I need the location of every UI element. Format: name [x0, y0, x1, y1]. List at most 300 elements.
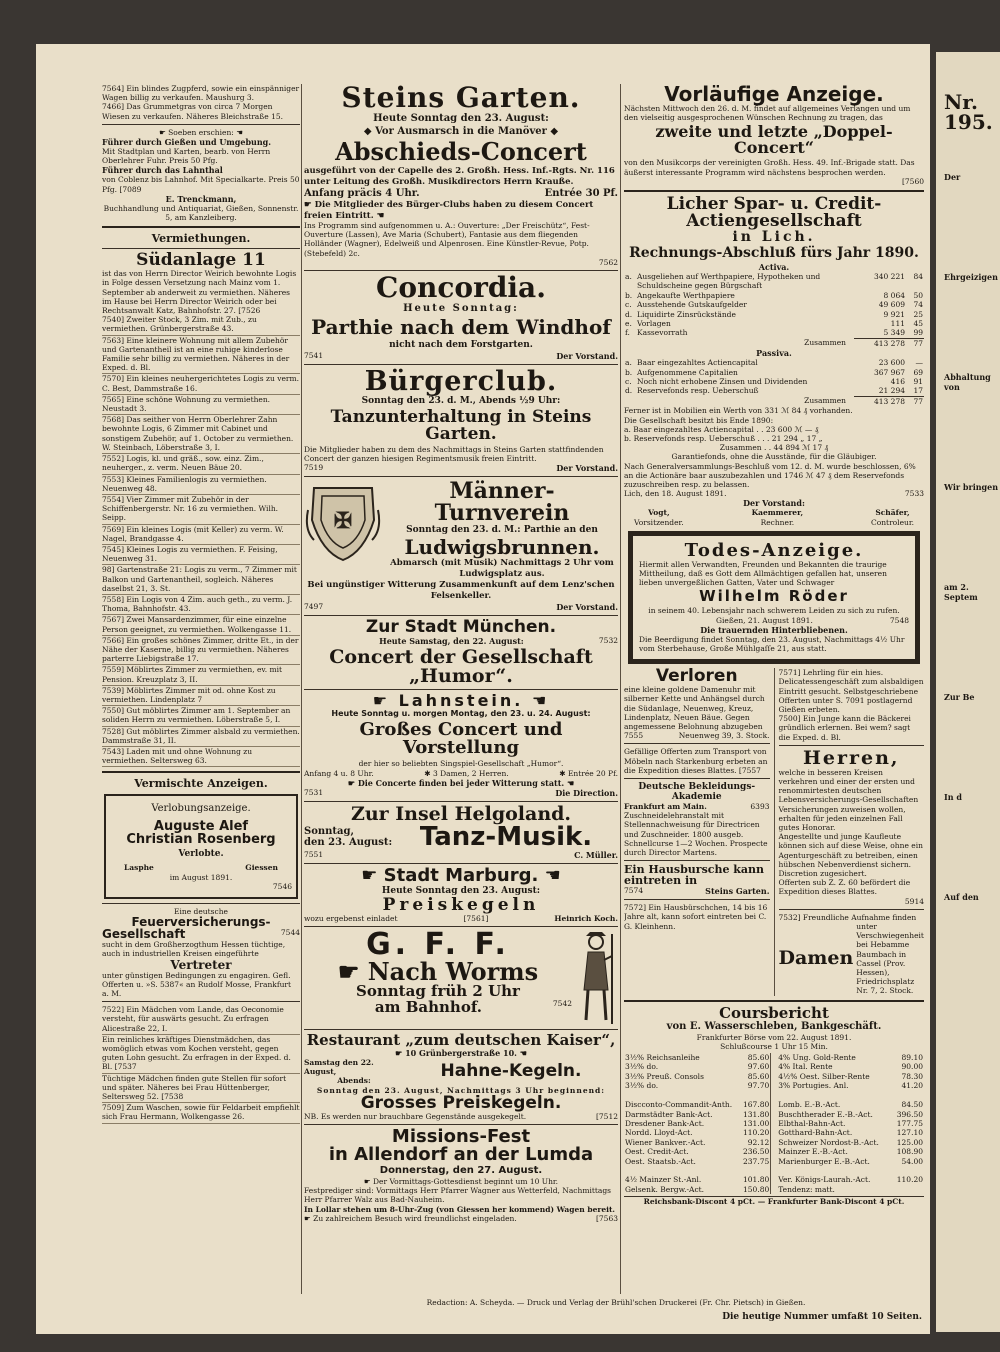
ad-address: ☛ 10 Grünbergerstraße 10. ☚ [395, 1048, 527, 1059]
stock-name: 3½% do. [625, 1062, 659, 1072]
stock-price: 90.00 [901, 1062, 923, 1072]
book-text: von Coblenz bis Lahnhof. Mit Specialkarte. Preis 50 Pfg. [7089 [102, 175, 300, 194]
engagement-name: Auguste Alef [153, 819, 249, 835]
ad-line: In Lollar stehen um 8-Uhr-Zug (von Giessen her kommend) Wagen bereit. [304, 1204, 616, 1214]
rent-ad: 7569] Ein kleines Logis (mit Keller) zu verm. W. Nagel, Brandgasse 4. [102, 525, 300, 545]
book-title: Führer durch das Lahnthal [102, 165, 223, 176]
bank-row [624, 310, 924, 319]
bank-cell-k: a. [625, 272, 632, 282]
bank-cell-pf: 50 [913, 290, 923, 300]
stock-name: 3½% Reichsanleihe [625, 1053, 700, 1063]
bank-cell-label: Liquidirte Zinsrückstände [637, 309, 736, 319]
bank-cell-pf: 74 [913, 300, 923, 310]
stock-name: Lomb. E.-B.-Act. [778, 1100, 841, 1110]
stock-name: Gelsenk. Bergw.-Act. [625, 1184, 705, 1194]
column-rule [620, 84, 621, 1294]
ad-text: eine kleine goldene Damenuhr mit silberner Kette und Anhängsel durch die Südanlage, Neuenweg, Kreuz, Lindenplatz, Neuen Bäue. Gegen angemessene Belohnung abzugeben [624, 685, 765, 731]
ad-line: nicht nach dem Forstgarten. [389, 340, 533, 351]
ad-number: 7555 [624, 731, 644, 741]
ad-headline: ☛ Nach Worms [337, 957, 539, 987]
bank-row [624, 272, 924, 291]
bank-row [624, 319, 924, 328]
stock-row [777, 1053, 924, 1062]
diamond-icon: ◆ [546, 126, 559, 137]
ad-text: in seinem 40. Lebensjahr nach schwerem Leiden zu sich zu rufen. [648, 606, 900, 616]
rent-ad: 98] Gartenstraße 21: Logis zu verm., 7 Zimmer mit Balkon und Gartenantheil, sogleich. Näheres daselbst 21, 3. St. [102, 565, 300, 595]
stock-name: Oest. Credit-Act. [625, 1147, 689, 1157]
activa-total: Zusammen 413 278 77 [804, 338, 923, 348]
bank-text: a. Baar eingezahltes Actiencapital . . 23 600 ℳ — ₰ [624, 424, 819, 434]
ad-text: ausgeführt von der Capelle des 2. Großh. Hess. Inf.-Rgts. Nr. 116 unter Leitung des Großh. Musikdirectors Herrn Krauße. [304, 166, 615, 187]
classified-ad: Gefällige Offerten zum Transport von Möbeln nach Starkenburg erbeten an die Expedition dieses Blattes. [7557 [624, 747, 768, 775]
classified-ad: 7572] Ein Hausbürschchen, 14 bis 16 Jahre alt, kann sofort eintreten bei C. G. Kleinhenn. [624, 903, 768, 931]
insurance-lead: Eine deutsche [174, 907, 228, 916]
ad-title: Vorläufige Anzeige. [664, 84, 884, 106]
stock-price: 108.90 [896, 1147, 923, 1157]
adjacent-page-text: Abhaltung von [944, 372, 991, 392]
ad-place: Frankfurt am Main. [624, 801, 707, 811]
bank-row [624, 358, 924, 367]
stock-name [777, 1166, 892, 1175]
ad-number: [7561] [463, 913, 489, 923]
ad-line: Heute Samstag, den 22. August: [379, 636, 524, 647]
bank-row [624, 377, 924, 386]
stock-price: 89.10 [901, 1053, 923, 1063]
report-subtitle: von E. Wasserschleben, Bankgeschäft. [666, 1020, 882, 1032]
stock-row [624, 1138, 771, 1147]
book-ad-lead: ☛ Soeben erschien: ☚ [159, 127, 243, 137]
ad-title: ☛ Stadt Marburg. ☚ [361, 864, 561, 886]
ad-title: Verloren [655, 666, 738, 687]
ad-headline: Abschieds-Concert [335, 137, 587, 166]
small-ads-split [624, 668, 924, 996]
bank-cell-pf: 99 [913, 328, 923, 338]
hand-pointer-icon: ☚ [564, 777, 575, 788]
stock-row [777, 1100, 924, 1109]
ad-title: Deutsche Bekleidungs-Akademie [638, 781, 756, 802]
ad-entree: Entrée 30 Pf. [544, 188, 618, 199]
insurance-text: unter günstigen Bedingungen zu engagiren. Gefl. Offerten u. »S. 5387« an Rudolf Mosse, Frankfurt a. M. [102, 970, 292, 999]
gff-ad [304, 927, 618, 1026]
stock-row [624, 1119, 771, 1128]
column-middle [304, 84, 618, 1324]
small-ads-left [624, 668, 770, 996]
hand-pointer-icon: ☛ [347, 777, 358, 788]
book-title: Führer durch Gießen und Umgebung. [102, 137, 272, 148]
stock-name: 4% Ital. Rente [778, 1062, 833, 1072]
stock-price: 131.80 [743, 1109, 770, 1119]
job-ad: 7522] Ein Mädchen vom Lande, das Oeconomie versteht, für auswärts gesucht. Zu erfragen Alicestraße 22, I. [102, 1005, 300, 1035]
bank-row [624, 300, 924, 309]
stock-report [624, 1003, 924, 1207]
ad-line: Samstag den 22. August, [304, 1058, 374, 1077]
bank-cell-k: f. [625, 328, 630, 338]
board-member: Kaemmerer, [751, 508, 804, 518]
ad-line: Bei ungünstiger Witterung Zusammenkunft auf dem Lenz'schen Felsenkeller. [307, 580, 615, 602]
bank-cell-k: b. [625, 290, 633, 300]
ad-title: Licher Spar- u. Credit-Actiengesellschaft [666, 194, 882, 232]
stock-name: Dresdener Bank-Act. [625, 1118, 705, 1128]
stock-price: 78.30 [901, 1071, 923, 1081]
buergerclub-ad [304, 368, 618, 473]
stock-price: 167.80 [743, 1100, 770, 1110]
hand-pointer-icon: ☚ [516, 1048, 527, 1059]
pilgrim-figure-icon [572, 930, 618, 1026]
ad-start-time: Anfang 4 u. 8 Uhr. [304, 768, 374, 778]
ad-signature: Die Direction. [555, 787, 618, 798]
ad-text: von den Musikcorps der vereinigten Großh. Hess. 49. Inf.-Brigade statt. Das äußerst interessante Programm wird nächstens besprochen werden. [624, 158, 915, 177]
ad-text: Die Beerdigung findet Sonntag, den 23. August, Nachmittags 4½ Uhr vom Sterbehause, Große Mühlgaſſe 21, aus statt. [639, 634, 905, 653]
bank-cell-pf: 45 [913, 319, 923, 329]
bank-cell-k: d. [625, 309, 633, 319]
ad-line: Abmarsch (mit Musik) Nachmittags 2 Uhr vom Ludwigsplatz aus. [390, 558, 614, 580]
ad-headline: Tanzunterhaltung in Steins Garten. [330, 407, 592, 445]
bank-cell-m: 5 349 [883, 328, 905, 338]
bank-cell-pf: 69 [913, 367, 923, 377]
stock-name: Mainzer E.-B.-Act. [778, 1147, 848, 1157]
newspaper-page [36, 44, 930, 1334]
book-seller: E. Trenckmann, [165, 193, 237, 204]
ad-line: am Bahnhof. [374, 998, 482, 1017]
rent-ad: 7540] Zweiter Stock, 3 Zim. mit Zub., zu vermiethen. Grünbergerstraße 43. [102, 315, 300, 335]
stock-name: 4½% Oest. Silber-Rente [778, 1071, 870, 1081]
ad-title: Zur Stadt München. [365, 617, 557, 638]
stock-row [777, 1062, 924, 1071]
kaiser-ad [304, 1033, 618, 1121]
rent-ad: 7568] Das seither von Herrn Oberlehrer Zahn bewohnte Logis, 6 Zimmer mit Cabinet und sonstigem Zubehör, auf 1. October zu vermiethen. W. Steinbach, Löberstraße 3, I. [102, 415, 300, 454]
rent-ad: 7552] Logis, kl. und gräß., sow. einz. Zim., neuherger., z. verm. Neuen Bäue 20. [102, 454, 300, 474]
ad-number: 7544 [280, 928, 300, 938]
engagement-name: Christian Rosenberg [126, 832, 276, 848]
death-notice [628, 531, 920, 664]
bank-text: Garantiefonds, ohne die Ausstände, für die Gläubiger. [671, 452, 877, 462]
stock-row [624, 1147, 771, 1156]
passiva-total: Zusammen 413 278 77 [804, 396, 923, 406]
stock-name: Darmstädter Bank-Act. [625, 1109, 713, 1119]
stock-name: 3½% do. [625, 1081, 659, 1091]
passiva-table [624, 358, 924, 396]
ad-headline: Ludwigsbrunnen. [404, 535, 600, 560]
book-ad [102, 128, 300, 222]
bank-cell-label: Ausstehende Gutskaufgelder [637, 300, 747, 310]
stock-name: Elbthal-Bahn-Act. [778, 1118, 846, 1128]
ad-line: Heute Sonntag den 23. August: [373, 113, 549, 124]
book-seller-address: Buchhandlung und Antiquariat, Gießen, Sonnenstr. 5, am Kanzleiberg. [103, 203, 299, 223]
rent-ad: 7545] Kleines Logis zu vermiethen. F. Feising, Neuenweg 31. [102, 545, 300, 565]
ad-title: Zur Insel Helgoland. [350, 802, 572, 825]
ad-number: 7531 [304, 787, 324, 797]
bank-cell-label: Noch nicht erhobene Zinsen und Dividenden [637, 377, 808, 387]
stock-name: Oest. Staatsb.-Act. [625, 1156, 696, 1166]
ad-number: 7533 [904, 489, 924, 499]
ad-number: 7541 [304, 351, 324, 361]
ad-number: 7519 [304, 463, 324, 473]
bank-cell-k: a. [625, 358, 632, 368]
stock-row [624, 1128, 771, 1137]
stock-price: 127.10 [896, 1128, 923, 1138]
hand-pointer-icon: ☛ [363, 1177, 374, 1187]
bank-cell-label: Ausgeliehen auf Werthpapiere, Hypotheken und Schuldscheine gegen Bürgschaft [637, 272, 821, 291]
bank-cell-label: Vorlagen [637, 319, 671, 329]
rent-ad: 7554] Vier Zimmer mit Zubehör in der Schiffenbergerstr. Nr. 16 zu vermiethen. Wilh. Seipp. [102, 495, 300, 525]
ad-line: Sonntag den 23. August, Nachmittags 3 Uhr beginnend: [316, 1085, 606, 1095]
job-ads-list [102, 1005, 300, 1123]
bank-cell-m: 9 921 [883, 309, 905, 319]
stock-price: 396.50 [896, 1109, 923, 1119]
rent-ad: 7539] Möblirtes Zimmer mit od. ohne Kost zu vermiethen. Lindenplatz 7 [102, 686, 300, 706]
stock-row [777, 1110, 924, 1119]
stock-price: 110.20 [743, 1128, 770, 1138]
gymnastics-emblem-icon [304, 480, 382, 562]
bank-cell-k: d. [625, 386, 633, 396]
stock-price: 85.60 [747, 1071, 770, 1081]
stock-table-left [624, 1053, 771, 1194]
classified-ad: 7500] Ein Junge kann die Bäckerei gründlich erlernen. Bei wem? sagt die Exped. d. Bl. [778, 714, 911, 742]
ad-signature: Der Vorstand. [556, 351, 618, 362]
ad-text: unter Verschwiegenheit bei Hebamme Baumbach in Cassel (Prov. Hessen), Friedrichsplatz Nr. 7, 2. Stock. [856, 922, 924, 996]
engagement-status: Verlobte. [178, 849, 224, 860]
ad-number: 7546 [272, 881, 292, 891]
bank-text: b. Reservefonds resp. Ueberschuß . . . 21 294 „ 17 „ [624, 433, 823, 443]
small-ads-right [779, 668, 925, 996]
stock-row [624, 1091, 771, 1100]
stock-name: Buschtherader E.-B.-Act. [778, 1109, 873, 1119]
stock-row [624, 1166, 771, 1175]
ad-line: Heute Sonntag: [403, 303, 519, 315]
stock-price: 110.20 [896, 1175, 923, 1185]
adjacent-page-text: Wir bringen [944, 482, 999, 492]
insurance-title: Vertreter [170, 957, 232, 972]
stock-name [777, 1091, 892, 1100]
ad-title: Missions-Fest [391, 1126, 531, 1148]
insurance-text: sucht in dem Großherzogthum Hessen tüchtige, auch in industriellen Kreisen eingeführte [102, 940, 286, 959]
ad-line: Festprediger sind: Vormittags Herr Pfarrer Wagner aus Wetterfeld, Nachmittags Herr Pfarrer Walz aus Bad-Nauheim. [304, 1186, 611, 1205]
ad-number: 7542 [552, 999, 572, 1009]
ad-number: 7551 [304, 849, 324, 859]
ad-line: ☛ Zu zahlreichem Besuch wird freundlichst eingeladen. [304, 1213, 517, 1223]
ad-entree: ✱ Entrée 20 Pf. [559, 768, 618, 778]
ad-headline: Tanz-Musik. [419, 821, 593, 852]
bank-board: Der Vorstand: [743, 498, 805, 509]
ad-line: Sonntag, [304, 825, 355, 837]
bank-text: Nach Generalversammlungs-Beschluß vom 12. d. M. wurde beschlossen, 6% an die Actionäre baar auszubezahlen und 1746 ℳ 47 ₰ dem Reservefonds zuzuschreiben resp. zu belassen. [624, 461, 916, 489]
ad-signature: Der Vorstand. [556, 602, 618, 613]
classified-ad: 7564] Ein blindes Zugpferd, sowie ein einspänniger Wagen billig zu verkaufen. Maushurg 3. [102, 84, 300, 103]
ad-title: Steins Garten. [341, 84, 581, 114]
stock-row [624, 1081, 771, 1090]
ad-line: ☛ Die Concerte finden bei jeder Witterung statt. ☚ [347, 777, 575, 788]
board-role: Controleur. [870, 517, 914, 527]
rent-ad: 7570] Ein kleines neuhergerichtetes Logis zu verm. C. Best, Dammstraße 16. [102, 374, 300, 394]
stock-name: 4½ Mainzer St.-Anl. [625, 1175, 702, 1185]
ad-line: Heute Sonntag den 23. August: [381, 885, 541, 896]
bank-cell-m: 416 [890, 377, 905, 387]
job-ad: Tüchtige Mädchen finden gute Stellen für sofort und später. Näheres bei Frau Hüttenberger, Seltersweg 52. [7538 [102, 1074, 300, 1104]
board-role: Rechner. [760, 517, 795, 527]
ad-text: Die Mitglieder haben zu dem des Nachmittags in Steins Garten stattfindenden Concert der ganzen hiesigen Regimentsmusik freien Eintritt. [304, 445, 604, 464]
stock-row [777, 1157, 924, 1166]
hand-pointer-icon: ☛ [337, 957, 368, 987]
ad-headline: Großes Concert und Vorstellung [359, 719, 563, 759]
hand-pointer-icon: ☚ [373, 210, 385, 221]
ad-text: 7532] Freundliche Aufnahme finden [778, 912, 917, 922]
ad-line: Heute Sonntag u. morgen Montag, den 23. u. 24. August: [331, 709, 591, 719]
bank-cell-label: Baar eingezahltes Actiencapital [637, 358, 758, 368]
hand-pointer-icon: ☛ [372, 691, 399, 711]
stock-price [740, 1091, 771, 1100]
adjacent-page-text: Zur Be [944, 692, 975, 702]
hand-pointer-icon: ☛ [361, 864, 384, 886]
stock-name: Wiener Bankver.-Act. [625, 1137, 706, 1147]
ad-title: Restaurant „zum deutschen Kaiser“, [306, 1031, 616, 1050]
ad-number: 7497 [304, 602, 324, 612]
suedanlage-title: Südanlage 11 [136, 250, 266, 271]
ad-text: welche in besseren Kreisen verkehren und einer der ersten und renommirtesten deutschen Lebensversicherungs-Gesellschaften Versicherungen zuweisen wollen, erhalten für jeden einzelnen Fall gutes Honorar. [778, 767, 919, 832]
stock-name: 4% Ung. Gold-Rente [778, 1053, 856, 1063]
ad-program: Ins Programm sind aufgenommen u. A.: Ouverture: „Der Freischütz“, Fest-Ouverture (Lassen), Ave Maria (Schubert), Fantasie aus dem fliegenden Holländer (Wagner), Edelweiß und Alpenrosen. Eine Künstler-Revue, Potp. (Stebefeld) 2c. [304, 221, 590, 258]
bank-cell-m: 49 609 [878, 300, 905, 310]
adjacent-page-number: Nr. 195. [944, 90, 993, 134]
ad-title: Coursbericht [719, 1003, 829, 1022]
bank-statement [624, 196, 924, 527]
rent-ad: 7543] Laden mit und ohne Wohnung zu vermiethen. Seltersweg 63. [102, 747, 300, 767]
rent-ad: 7528] Gut möblirtes Zimmer alsbald zu vermiethen. Dammstraße 31, II. [102, 727, 300, 747]
ad-number: 7548 [889, 615, 909, 625]
ad-title: Concordia. [376, 271, 546, 305]
engagement-place: Lasphe [124, 863, 154, 873]
adjacent-page-text: In d [944, 792, 962, 802]
stock-row [624, 1100, 771, 1109]
stock-row [624, 1157, 771, 1166]
issue-page-count: Die heutige Nummer umfaßt 10 Seiten. [722, 1312, 922, 1322]
ad-line: Sonntag den 23. d. M., Abends ½9 Uhr: [361, 396, 561, 407]
bank-cell-pf: — [915, 358, 923, 368]
ad-line: Sonntag den 23. d. M.: Parthie an den [406, 525, 598, 536]
stock-name: Nordd. Lloyd-Act. [625, 1128, 693, 1138]
ad-text: Offerten sub Z. Z. 60 befördert die Expedition dieses Blattes. [778, 878, 911, 897]
ad-signature: Heinrich Koch. [554, 913, 618, 923]
stock-name [624, 1091, 740, 1100]
bank-cell-k: b. [625, 367, 633, 377]
column-rule [301, 84, 302, 1294]
passiva-heading: Passiva. [756, 348, 792, 359]
adjacent-page-text: Der [944, 172, 961, 182]
ad-text: Hiermit allen Verwandten, Freunden und Bekannten die traurige Mittheilung, daß es Gott dem Allmächtigen gefallen hat, unseren lieben unvergeßlichen Gatten, Vater und Schwager [639, 559, 887, 588]
bank-cell-label: Reservefonds resp. Ueberschuß [637, 386, 759, 396]
bank-cell-k: c. [625, 377, 632, 387]
rent-ad: 7567] Zwei Mansardenzimmer, für eine einzelne Person geeignet, zu vermiethen. Wolkengasse 11. [102, 615, 300, 635]
adjacent-page-text: am 2. Septem [944, 582, 978, 602]
stock-row [777, 1175, 924, 1184]
bank-text: Ferner ist in Mobilien ein Werth von 331 ℳ 84 ₰ vorhanden. [624, 406, 853, 416]
stock-row [624, 1053, 771, 1062]
stock-row [777, 1091, 924, 1100]
adjacent-page-text: Auf den [944, 892, 979, 902]
ad-number: 7562 [598, 257, 618, 267]
stock-name: 3½% Preuß. Consols [625, 1071, 704, 1081]
ad-headline: Concert der Gesellschaft „Humor“. [329, 646, 593, 688]
marburg-ad [304, 864, 618, 923]
ad-signature: Der Vorstand. [556, 463, 618, 474]
lahnstein-ad [304, 693, 618, 797]
hand-pointer-icon: ☛ [304, 1213, 314, 1223]
ad-cast: ✱ 3 Damen, 2 Herren. [424, 768, 509, 778]
job-ad: Ein reinliches kräftiges Dienstmädchen, das womöglich etwas vom Kochen versteht, gegen guten Lohn gesucht. Zu erfragen in der Exped. d. Bl. [7537 [102, 1035, 300, 1074]
bank-cell-pf: 25 [913, 309, 923, 319]
mission-ad [304, 1128, 618, 1223]
section-heading: Vermischte Anzeigen. [134, 777, 268, 791]
hand-pointer-icon: ☛ [304, 200, 315, 210]
ad-line: ◆ Vor Ausmarsch in die Manöver ◆ [363, 126, 559, 137]
bank-cell-pf: 17 [913, 386, 923, 396]
bank-cell-k: c. [625, 300, 632, 310]
bank-cell-pf: 84 [913, 272, 923, 282]
insurance-title: Feuerversicherungs- [131, 915, 271, 930]
stock-price: 85.60 [747, 1053, 770, 1063]
concordia-ad [304, 271, 618, 362]
diamond-icon: ◆ [363, 126, 376, 137]
board-member: Schäfer, [875, 508, 910, 518]
stock-row [777, 1138, 924, 1147]
star-icon: ✱ [559, 768, 568, 778]
book-text: Mit Stadtplan und Karten, bearb. von Herrn Oberlehrer Fuhr. Preis 50 Pfg. [102, 147, 271, 166]
rent-ads-list [102, 315, 300, 767]
stock-price: 97.60 [747, 1062, 770, 1072]
stock-price: 131.00 [743, 1118, 770, 1128]
stock-row [624, 1185, 771, 1194]
bank-cell-m: 367 967 [873, 367, 905, 377]
ad-headline: Parthie nach dem Windhof [311, 315, 611, 340]
stock-price [892, 1091, 924, 1100]
bank-row [624, 328, 924, 337]
bank-row [624, 291, 924, 300]
ad-text: Nächsten Mittwoch den 26. d. M. findet auf allgemeines Verlangen und um den vielseitig ausgesprochenen Wünschen Rechnung zu tragen, das [624, 104, 911, 123]
bank-row [624, 386, 924, 395]
ad-number: [7512 [595, 1111, 618, 1121]
ad-headline: Preiskegeln [382, 894, 540, 915]
ad-title: Todes-Anzeige. [684, 539, 864, 561]
ad-line: Sonntag früh 2 Uhr [356, 982, 520, 1001]
board-role: Vorsitzender. [634, 517, 684, 527]
ad-number: 7532 [598, 636, 618, 646]
preliminary-announcement [624, 84, 924, 186]
hand-pointer-icon: ☚ [538, 864, 561, 886]
section-heading: Vermiethungen. [151, 232, 251, 246]
rent-ad: 7558] Ein Logis von 4 Zim. auch geth., zu verm. J. Thoma, Bahnhofstr. 43. [102, 595, 300, 615]
ad-headline: Ein Hausbursche kann eintreten in [624, 863, 765, 888]
stock-price: 41.20 [901, 1081, 923, 1091]
stock-price: 97.70 [747, 1081, 770, 1091]
ad-text: Zuschneidelehranstalt mit Stellennachweisung für Directricen und Zuschneider. 1800 ausgeb. Schnellcurse 1—2 Wochen. Prospecte durch Director Martens. [624, 811, 768, 857]
report-footer: Reichsbank-Discont 4 pCt. — Frankfurter Bank-Discont 4 pCt. [624, 1196, 924, 1206]
engagement-title: Verlobungsanzeige. [151, 803, 251, 815]
bank-cell-m: 8 064 [883, 290, 905, 300]
ad-title: ☛ Lahnstein. ☚ [372, 691, 550, 711]
stock-row [777, 1119, 924, 1128]
ad-address: Neuenweg 39, 3. Stock. [678, 731, 770, 741]
ad-title: in Allendorf an der Lumda [328, 1144, 594, 1166]
stock-price: 237.75 [743, 1156, 770, 1166]
bank-date: Lich, den 18. August 1891. [624, 489, 727, 499]
stock-name: Gotthard-Bahn-Act. [778, 1128, 853, 1138]
ad-headline: Hahne-Kegeln. [440, 1061, 582, 1082]
bank-text: Die Gesellschaft besitzt bis Ende 1890: [624, 415, 774, 425]
stock-row [624, 1110, 771, 1119]
engagement-announcement [104, 794, 298, 899]
bank-cell-m: 340 221 [873, 272, 905, 282]
deceased-name: Wilhelm Röder [699, 587, 849, 606]
bank-cell-pf: 91 [913, 377, 923, 387]
